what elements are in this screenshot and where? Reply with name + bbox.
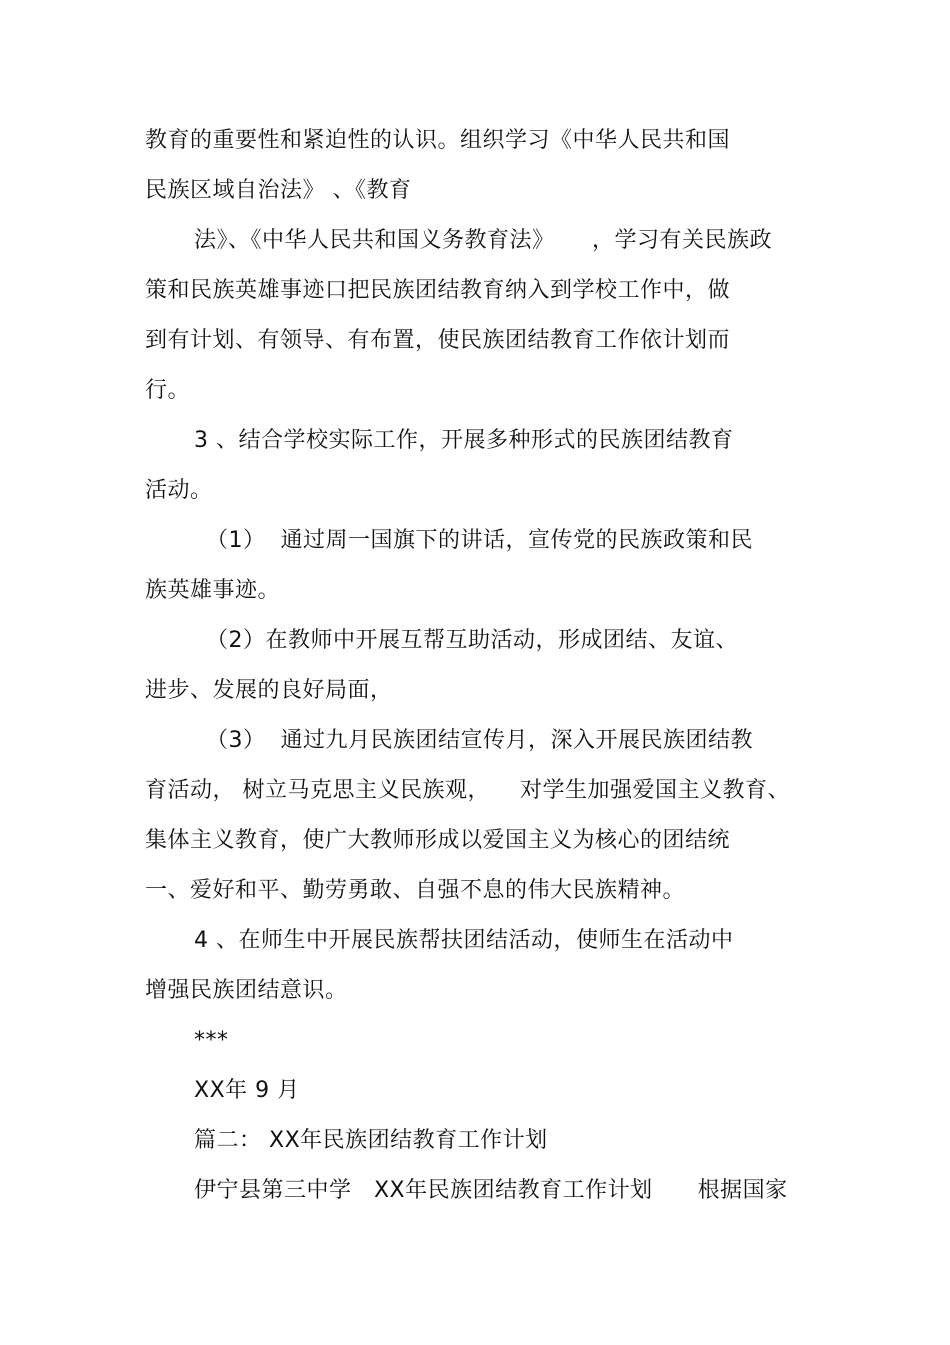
text-line: 3 、结合学校实际工作，开展多种形式的民族团结教育 xyxy=(194,428,734,453)
text-line: （3） 通过九月民族团结宣传月，深入开展民族团结教 xyxy=(206,728,753,753)
text-line: （2）在教师中开展互帮互助活动，形成团结、友谊、 xyxy=(206,628,738,653)
text-line: 民族区域自治法》 、《教育 xyxy=(145,178,412,203)
text-line: 4 、在师生中开展民族帮扶团结活动，使师生在活动中 xyxy=(194,928,734,953)
text-line: 活动。 xyxy=(145,478,213,503)
text-line: 策和民族英雄事迹口把民族团结教育纳入到学校工作中，做 xyxy=(145,278,731,303)
text-line: 到有计划、有领导、有布置，使民族团结教育工作依计划而 xyxy=(145,328,731,353)
text-line: 一、爱好和平、勤劳勇敢、自强不息的伟大民族精神。 xyxy=(145,878,686,903)
text-line: 族英雄事迹。 xyxy=(145,578,281,603)
text-line: 教育的重要性和紧迫性的认识。组织学习《中华人民共和国 xyxy=(145,128,731,153)
text-line: 集体主义教育，使广大教师形成以爱国主义为核心的团结统 xyxy=(145,828,731,853)
text-line: 伊宁县第三中学 XX年民族团结教育工作计划 根据国家 xyxy=(194,1178,788,1203)
text-line: 育活动， 树立马克思主义民族观， 对学生加强爱国主义教育、 xyxy=(145,778,790,803)
text-line: 法》、《中华人民共和国义务教育法》 ，学习有关民族政 xyxy=(194,228,772,253)
text-line: 增强民族团结意识。 xyxy=(145,978,348,1003)
text-line: 行。 xyxy=(145,378,191,403)
text-line: （1） 通过周一国旗下的讲话，宣传党的民族政策和民 xyxy=(206,528,753,553)
section-heading: 篇二： XX年民族团结教育工作计划 xyxy=(194,1128,548,1153)
text-line: 进步、发展的良好局面， xyxy=(145,678,393,703)
separator-stars: *** xyxy=(194,1028,229,1053)
date-line: XX年 9 月 xyxy=(194,1078,300,1103)
